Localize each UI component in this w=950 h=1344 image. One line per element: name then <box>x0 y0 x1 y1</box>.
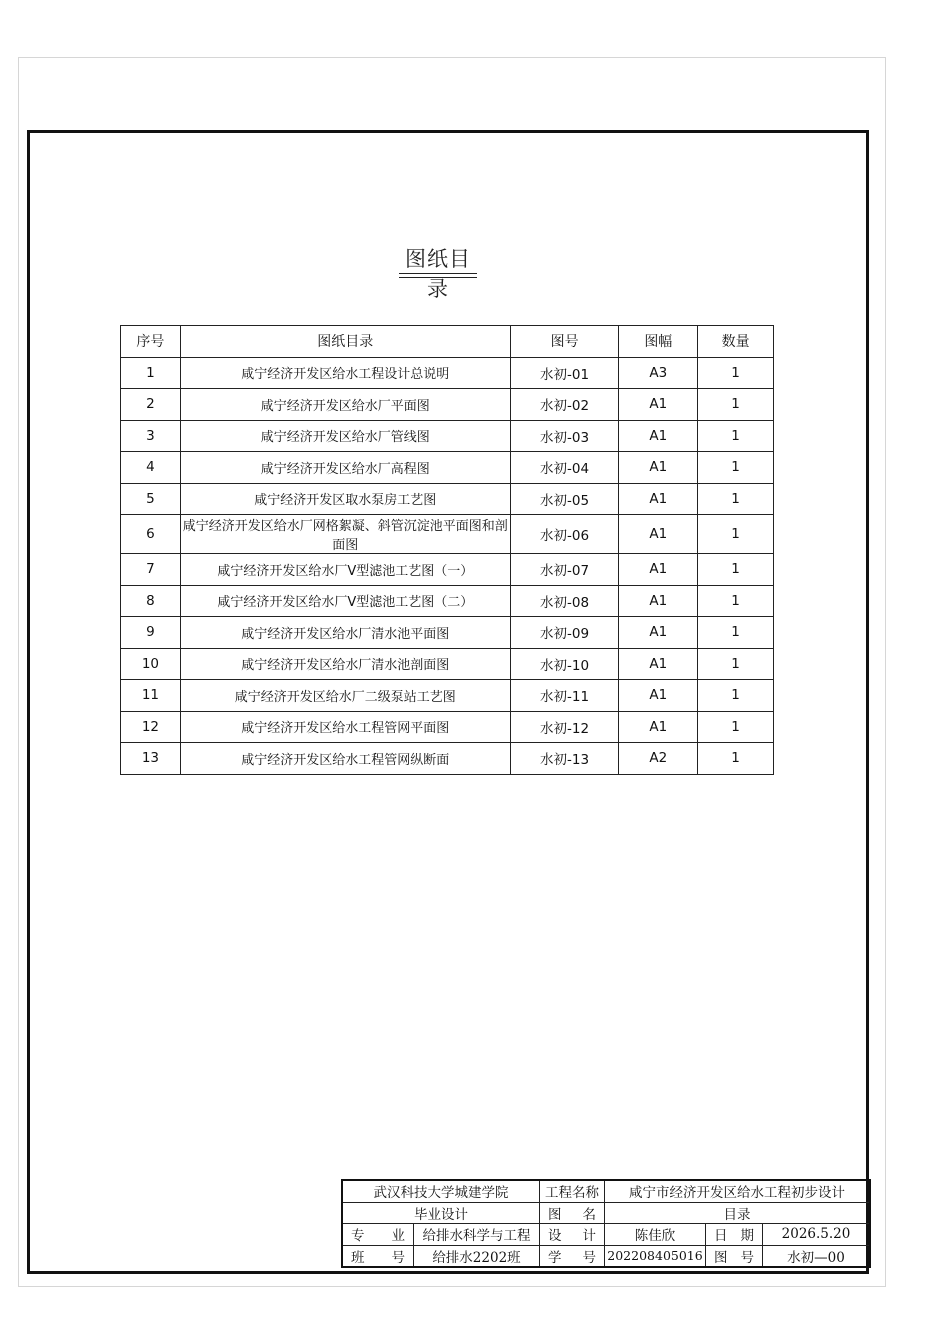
project-value: 咸宁市经济开发区给水工程初步设计 <box>605 1180 871 1202</box>
cell-code: 水初-09 <box>510 617 619 649</box>
cell-qty: 1 <box>698 585 774 617</box>
cell-name: 咸宁经济开发区给水厂平面图 <box>180 389 510 421</box>
table-row <box>121 515 774 554</box>
header-no: 序号 <box>121 326 181 358</box>
cell-qty: 1 <box>698 483 774 515</box>
cell-no: 11 <box>121 680 181 712</box>
title-block <box>341 1179 871 1268</box>
drawing-no-label: 图 号 <box>706 1245 763 1267</box>
class-label: 班 号 <box>342 1245 414 1267</box>
table-row <box>121 617 774 649</box>
cell-no: 13 <box>121 743 181 775</box>
cell-size: A1 <box>619 617 698 649</box>
cell-size: A3 <box>619 357 698 389</box>
table-row <box>121 483 774 515</box>
table-row <box>121 452 774 484</box>
cell-no: 3 <box>121 420 181 452</box>
class-value: 给排水2202班 <box>414 1245 540 1267</box>
title-underline-2 <box>399 277 477 278</box>
student-id-value: 202208405016 <box>605 1245 706 1267</box>
cell-size: A1 <box>619 420 698 452</box>
cell-code: 水初-04 <box>510 452 619 484</box>
cell-no: 9 <box>121 617 181 649</box>
cell-size: A1 <box>619 483 698 515</box>
cell-size: A1 <box>619 711 698 743</box>
cell-name: 咸宁经济开发区给水厂V型滤池工艺图（一） <box>180 554 510 586</box>
cell-size: A1 <box>619 648 698 680</box>
cell-no: 8 <box>121 585 181 617</box>
header-name: 图纸目录 <box>180 326 510 358</box>
drawing-no-value: 水初—00 <box>763 1245 871 1267</box>
table-row <box>121 585 774 617</box>
table-row <box>121 420 774 452</box>
title-underline-1 <box>399 273 477 274</box>
cell-qty: 1 <box>698 357 774 389</box>
cell-code: 水初-03 <box>510 420 619 452</box>
cell-name: 咸宁经济开发区给水厂清水池平面图 <box>180 617 510 649</box>
cell-code: 水初-10 <box>510 648 619 680</box>
cell-qty: 1 <box>698 554 774 586</box>
major-value: 给排水科学与工程 <box>414 1224 540 1246</box>
cell-qty: 1 <box>698 648 774 680</box>
cell-name: 咸宁经济开发区给水厂管线图 <box>180 420 510 452</box>
cell-code: 水初-07 <box>510 554 619 586</box>
cell-size: A1 <box>619 452 698 484</box>
cell-code: 水初-06 <box>510 515 619 554</box>
drawing-catalog-table <box>120 325 774 775</box>
cell-qty: 1 <box>698 743 774 775</box>
cell-no: 10 <box>121 648 181 680</box>
cell-code: 水初-05 <box>510 483 619 515</box>
cell-qty: 1 <box>698 515 774 554</box>
cell-qty: 1 <box>698 420 774 452</box>
designer-value: 陈佳欣 <box>605 1224 706 1246</box>
page-title: 图纸目录 <box>405 247 471 301</box>
catalog-header-row <box>121 326 774 358</box>
table-row <box>121 389 774 421</box>
cell-qty: 1 <box>698 389 774 421</box>
table-row <box>121 680 774 712</box>
table-row <box>121 648 774 680</box>
cell-size: A1 <box>619 554 698 586</box>
project-label: 工程名称 <box>540 1180 605 1202</box>
table-row <box>121 711 774 743</box>
cell-qty: 1 <box>698 617 774 649</box>
cell-size: A1 <box>619 389 698 421</box>
cell-no: 2 <box>121 389 181 421</box>
header-size: 图幅 <box>619 326 698 358</box>
student-id-label: 学 号 <box>540 1245 605 1267</box>
table-row <box>121 743 774 775</box>
table-row <box>121 357 774 389</box>
cell-code: 水初-11 <box>510 680 619 712</box>
drawing-name-value: 目录 <box>605 1202 871 1224</box>
catalog-body <box>121 357 774 774</box>
date-label: 日 期 <box>706 1224 763 1246</box>
cell-name: 咸宁经济开发区给水工程管网平面图 <box>180 711 510 743</box>
cell-size: A1 <box>619 515 698 554</box>
cell-name: 咸宁经济开发区给水厂V型滤池工艺图（二） <box>180 585 510 617</box>
cell-no: 5 <box>121 483 181 515</box>
cell-size: A1 <box>619 680 698 712</box>
cell-size: A2 <box>619 743 698 775</box>
cell-name: 咸宁经济开发区给水工程管网纵断面 <box>180 743 510 775</box>
major-label: 专 业 <box>342 1224 414 1246</box>
cell-qty: 1 <box>698 452 774 484</box>
school-name: 武汉科技大学城建学院 <box>342 1180 540 1202</box>
cell-no: 1 <box>121 357 181 389</box>
cell-name: 咸宁经济开发区给水厂网格絮凝、斜管沉淀池平面图和剖面图 <box>180 515 510 554</box>
header-code: 图号 <box>510 326 619 358</box>
cell-name: 咸宁经济开发区给水厂高程图 <box>180 452 510 484</box>
thesis-type: 毕业设计 <box>342 1202 540 1224</box>
cell-qty: 1 <box>698 680 774 712</box>
cell-name: 咸宁经济开发区给水厂二级泵站工艺图 <box>180 680 510 712</box>
cell-code: 水初-12 <box>510 711 619 743</box>
cell-size: A1 <box>619 585 698 617</box>
table-row <box>121 554 774 586</box>
cell-code: 水初-13 <box>510 743 619 775</box>
header-qty: 数量 <box>698 326 774 358</box>
date-value: 2026.5.20 <box>763 1224 871 1246</box>
cell-code: 水初-01 <box>510 357 619 389</box>
cell-qty: 1 <box>698 711 774 743</box>
drawing-name-label: 图 名 <box>540 1202 605 1224</box>
cell-code: 水初-02 <box>510 389 619 421</box>
cell-name: 咸宁经济开发区取水泵房工艺图 <box>180 483 510 515</box>
cell-no: 12 <box>121 711 181 743</box>
cell-no: 4 <box>121 452 181 484</box>
cell-code: 水初-08 <box>510 585 619 617</box>
cell-no: 7 <box>121 554 181 586</box>
cell-name: 咸宁经济开发区给水工程设计总说明 <box>180 357 510 389</box>
cell-no: 6 <box>121 515 181 554</box>
cell-name: 咸宁经济开发区给水厂清水池剖面图 <box>180 648 510 680</box>
designer-label: 设 计 <box>540 1224 605 1246</box>
